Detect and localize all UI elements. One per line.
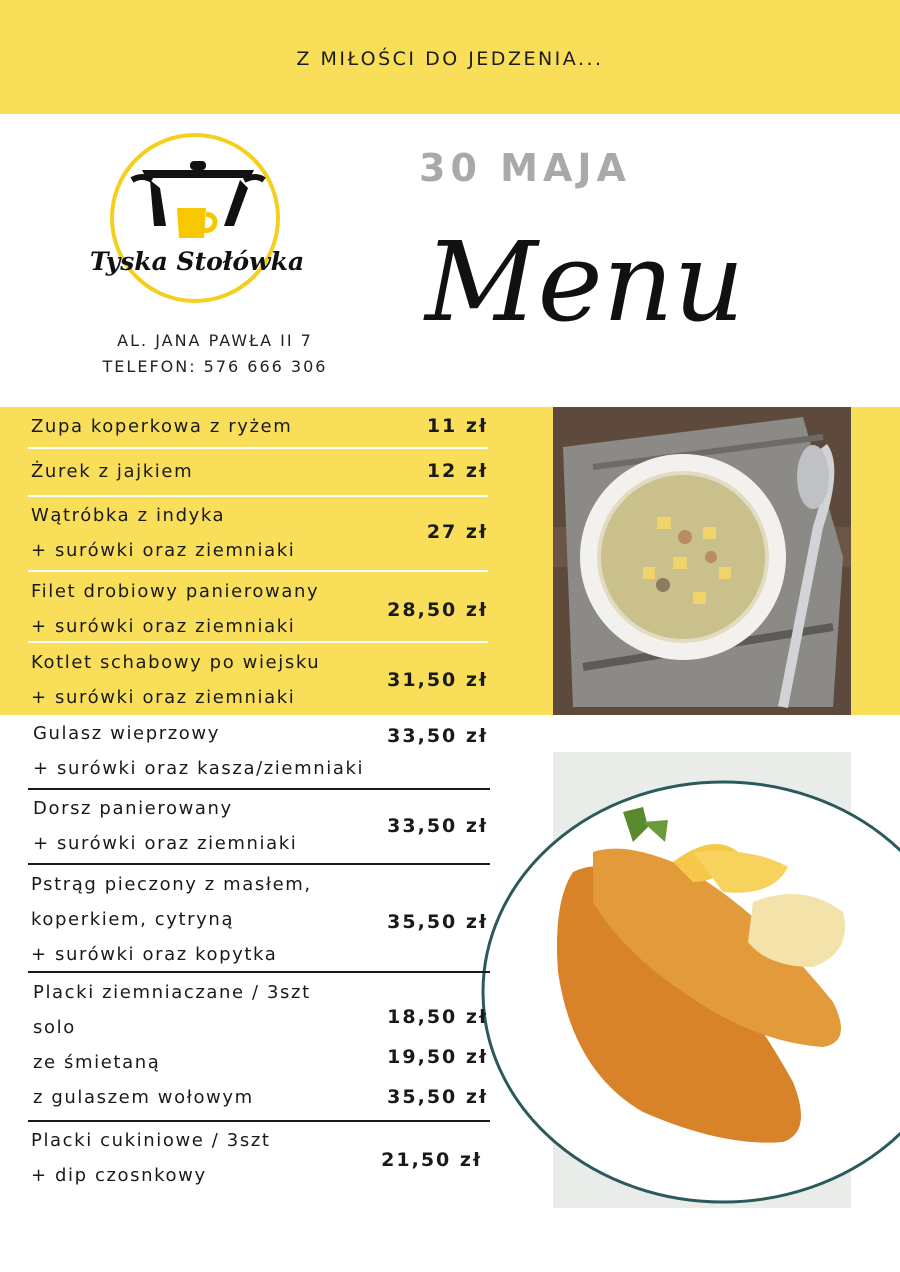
divider	[28, 495, 488, 497]
address: AL. JANA PAWŁA II 7	[117, 331, 313, 350]
dish-name: Filet drobiowy panierowany	[31, 581, 320, 602]
menu-title	[415, 200, 745, 380]
dish-name: Pstrąg pieczony z masłem,	[31, 874, 312, 895]
dish-variant: z gulaszem wołowym	[33, 1087, 254, 1108]
dish-side: + surówki oraz ziemniaki	[33, 833, 298, 854]
divider	[28, 641, 488, 643]
dish-price: 12 zł	[426, 460, 488, 482]
dish-price: 21,50 zł	[381, 1149, 482, 1171]
dish-side: + dip czosnkowy	[31, 1165, 207, 1186]
restaurant-logo	[84, 128, 324, 314]
divider	[28, 570, 488, 572]
tagline: Z MIŁOŚCI DO JEDZENIA...	[296, 48, 604, 70]
dish-price: 35,50 zł	[387, 1086, 488, 1108]
dish-variant: solo	[33, 1017, 76, 1038]
dish-price: 28,50 zł	[387, 599, 488, 621]
dish-price: 33,50 zł	[387, 725, 488, 747]
dish-variant: ze śmietaną	[33, 1052, 161, 1073]
dish-side: + surówki oraz kopytka	[31, 944, 278, 965]
brand-name: Tyska Stołówka	[89, 247, 305, 276]
dish-side: + surówki oraz ziemniaki	[31, 540, 296, 561]
dish-name: Placki cukiniowe / 3szt	[31, 1130, 271, 1151]
dish-name: Gulasz wieprzowy	[33, 723, 220, 744]
dish-name: Zupa koperkowa z ryżem	[31, 416, 293, 437]
dish-price: 33,50 zł	[387, 815, 488, 837]
dish-name: Placki ziemniaczane / 3szt	[33, 982, 311, 1003]
divider	[28, 447, 488, 449]
breaded-fish-photo	[553, 752, 851, 1208]
dish-side: + surówki oraz kasza/ziemniaki	[33, 758, 365, 779]
menu-date: 30 MAJA	[419, 146, 631, 190]
divider	[28, 788, 490, 790]
dish-price: 18,50 zł	[387, 1006, 488, 1028]
dish-name: Żurek z jajkiem	[31, 461, 194, 482]
menu-title-text: Menu	[425, 218, 745, 346]
divider	[28, 1120, 490, 1122]
dish-price: 27 zł	[426, 521, 488, 543]
dish-price: 31,50 zł	[387, 669, 488, 691]
dish-price: 11 zł	[426, 415, 488, 437]
divider	[28, 863, 490, 865]
dish-name: Kotlet schabowy po wiejsku	[31, 652, 321, 673]
divider	[28, 971, 490, 973]
soup-bowl-photo	[553, 407, 851, 715]
dish-name: Dorsz panierowany	[33, 798, 233, 819]
dish-price: 35,50 zł	[387, 911, 488, 933]
phone: TELEFON: 576 666 306	[102, 357, 328, 376]
dish-name-cont: koperkiem, cytryną	[31, 909, 235, 930]
dish-side: + surówki oraz ziemniaki	[31, 687, 296, 708]
dish-side: + surówki oraz ziemniaki	[31, 616, 296, 637]
dish-name: Wątróbka z indyka	[31, 505, 226, 526]
dish-price: 19,50 zł	[387, 1046, 488, 1068]
